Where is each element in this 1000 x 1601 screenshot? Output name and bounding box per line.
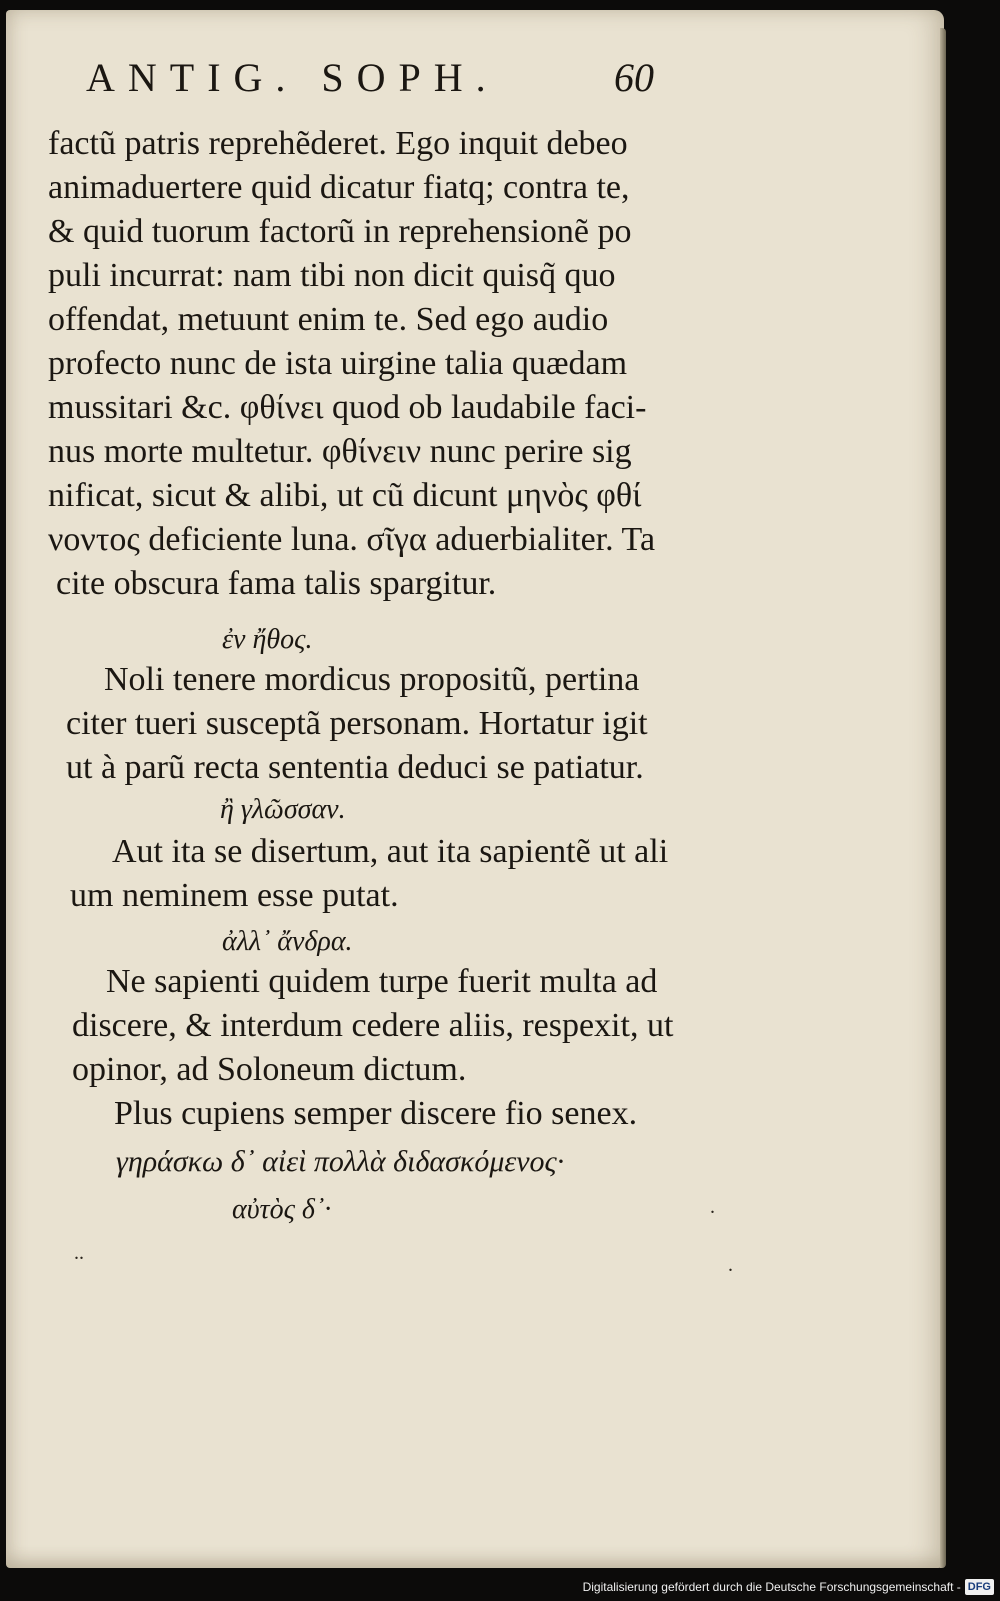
page-header — [86, 54, 686, 104]
ink-speck: . — [728, 1254, 733, 1276]
text-line: um neminem esse putat. — [70, 877, 399, 914]
text-line: Aut ita se disertum, aut ita sapientẽ ut ali — [112, 833, 669, 870]
text-line: puli incurrat: nam tibi non dicit quisq̃ quo — [48, 257, 616, 294]
lemma-heading: ἀλλ᾽ ἄνδρα. — [222, 926, 353, 957]
text-line: animaduertere quid dicatur fiatq; contra te, — [48, 169, 630, 206]
text-line: factũ patris reprehẽderet. Ego inquit debeo — [48, 125, 628, 162]
digitization-footer — [583, 1577, 994, 1597]
text-line: mussitari &c. φθίνει quod ob laudabile faci- — [48, 389, 647, 426]
greek-verse-line: γηράσκω δ᾽ αἰεὶ πολλὰ διδασκόμενος· — [116, 1145, 565, 1178]
text-line: nificat, sicut & alibi, ut cũ dicunt μηνὸς φθί — [48, 477, 642, 514]
lemma-heading: ἢ γλῶσσαν. — [220, 794, 346, 825]
dfg-logo-icon: DFG — [965, 1579, 994, 1595]
text-line: Noli tenere mordicus propositũ, pertina — [104, 661, 640, 698]
text-line: ut à parũ recta sententia deduci se patiatur. — [66, 749, 644, 786]
ink-speck: .. — [74, 1242, 84, 1264]
page-edge — [940, 28, 946, 1568]
running-title: ANTIG. SOPH. — [86, 55, 499, 100]
greek-verse-line: αὐτὸς δ᾽· — [232, 1194, 332, 1225]
ink-speck: . — [710, 1196, 715, 1218]
text-line: discere, & interdum cedere aliis, respexit, ut — [72, 1007, 674, 1044]
text-line: citer tueri susceptã personam. Hortatur igit — [66, 705, 648, 742]
text-line: offendat, metuunt enim te. Sed ego audio — [48, 301, 609, 338]
text-line: opinor, ad Soloneum dictum. — [72, 1051, 467, 1088]
text-line: profecto nunc de ista uirgine talia quædam — [48, 345, 628, 382]
text-line: & quid tuorum factorũ in reprehensionẽ po — [48, 213, 632, 250]
lemma-heading: ἐν ἤθος. — [222, 624, 313, 655]
text-line: νοντος deficiente luna. σῖγα aduerbialiter. Ta — [48, 521, 656, 558]
folio-number: 60 — [614, 55, 654, 100]
text-line: cite obscura fama talis spargitur. — [56, 565, 497, 602]
text-line: Plus cupiens semper discere fio senex. — [114, 1095, 638, 1132]
text-line: Ne sapienti quidem turpe fuerit multa ad — [106, 963, 658, 1000]
footer-credit: Digitalisierung gefördert durch die Deutsche Forschungsgemeinschaft - — [582, 1580, 961, 1594]
text-line: nus morte multetur. φθίνειν nunc perire sig — [48, 433, 632, 470]
